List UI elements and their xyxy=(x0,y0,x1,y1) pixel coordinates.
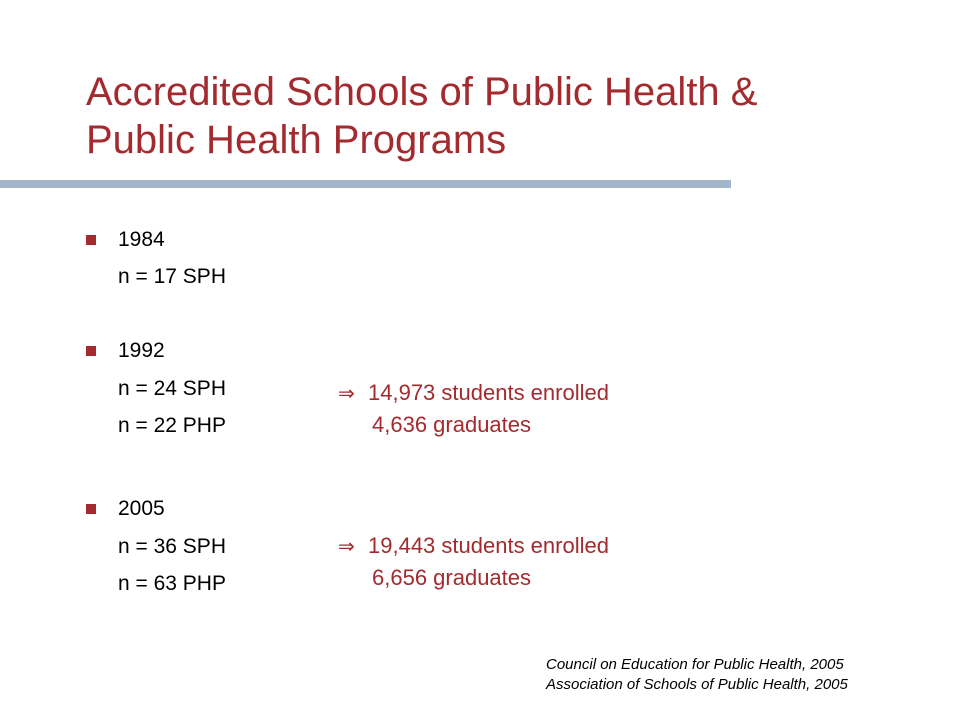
count-line: n = 24 SPH xyxy=(118,377,226,400)
enrollment-note-1992 xyxy=(338,377,609,441)
year-label: 2005 xyxy=(118,497,165,520)
source-line-2: Association of Schools of Public Health, 2005 xyxy=(546,676,848,693)
square-bullet-icon xyxy=(86,504,96,514)
count-line: n = 22 PHP xyxy=(118,414,226,437)
source-line-1: Council on Education for Public Health, 2005 xyxy=(546,656,844,673)
graduates-count: 6,656 graduates xyxy=(372,565,532,590)
square-bullet-icon xyxy=(86,235,96,245)
slide-title xyxy=(86,68,926,164)
count-line: n = 63 PHP xyxy=(118,572,226,595)
year-label: 1984 xyxy=(118,228,165,251)
year-label: 1992 xyxy=(118,339,165,362)
slide-title-line-2: Public Health Programs xyxy=(86,118,507,162)
source-citation xyxy=(546,655,848,695)
enrolled-count: 19,443 students enrolled xyxy=(368,533,609,558)
implies-arrow-icon: ⇒ xyxy=(338,534,355,558)
implies-arrow-icon: ⇒ xyxy=(338,381,355,405)
square-bullet-icon xyxy=(86,346,96,356)
title-divider xyxy=(0,180,731,188)
count-line: n = 36 SPH xyxy=(118,535,226,558)
enrolled-count: 14,973 students enrolled xyxy=(368,380,609,405)
enrollment-note-2005 xyxy=(338,530,609,594)
count-line: n = 17 SPH xyxy=(118,265,226,288)
slide-title-line-1: Accredited Schools of Public Health & xyxy=(86,70,758,114)
graduates-count: 4,636 graduates xyxy=(372,412,532,437)
